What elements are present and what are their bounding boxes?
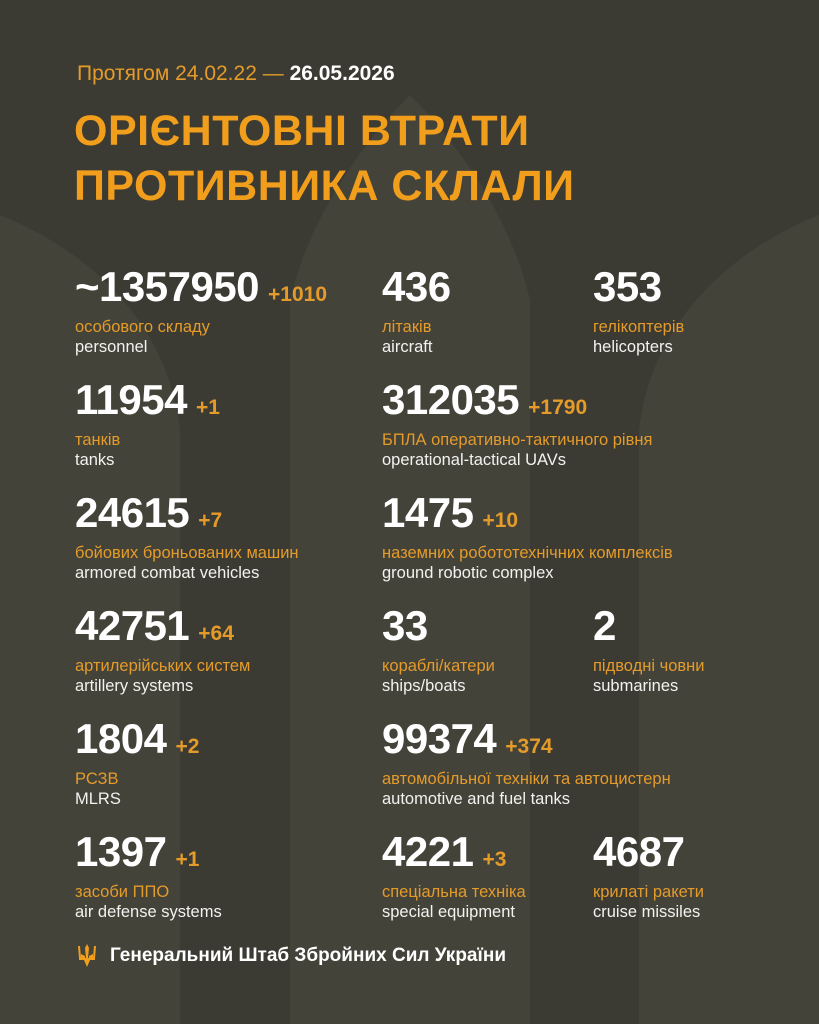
stat-value: 24615	[75, 489, 190, 536]
stat-value: 436	[382, 263, 451, 310]
stat-label-en: air defense systems	[75, 903, 222, 921]
stat-label-en: submarines	[593, 677, 679, 695]
stat-label-en: artillery systems	[75, 677, 194, 695]
stat-delta: +1	[195, 396, 220, 419]
stat-delta: +64	[198, 622, 234, 645]
stat-label-ua: наземних робототехнічних комплексів	[382, 544, 673, 562]
stat-label-en: helicopters	[593, 338, 673, 356]
stat-label-ua: особового складу	[75, 318, 210, 336]
stat-value: 2	[593, 602, 616, 649]
stat-value: 1397	[75, 828, 167, 875]
stat-delta: +1010	[268, 283, 328, 306]
period-line	[77, 62, 395, 86]
stat-label-en: automotive and fuel tanks	[382, 790, 571, 808]
stat-cruise-missiles	[593, 830, 704, 922]
stat-delta: +1	[175, 848, 200, 871]
stat-delta: +10	[482, 509, 519, 532]
stat-ships	[382, 604, 495, 696]
stat-value: 1804	[75, 715, 167, 762]
page-title	[74, 104, 575, 214]
stat-value: 353	[593, 263, 662, 310]
stat-delta: +7	[198, 509, 223, 532]
stat-label-en: special equipment	[382, 903, 515, 921]
stat-label-ua: автомобільної техніки та автоцистерн	[382, 770, 671, 788]
stat-label-en: ships/boats	[382, 677, 466, 695]
stat-label-ua: РСЗВ	[75, 770, 119, 788]
stat-label-en: cruise missiles	[593, 903, 701, 921]
stat-value: 1475	[382, 489, 474, 536]
stat-value: 33	[382, 602, 428, 649]
stat-value: 312035	[382, 376, 520, 423]
stat-label-ua: артилерійських систем	[75, 657, 251, 675]
stat-label-ua: крилаті ракети	[593, 883, 705, 901]
stat-label-en: aircraft	[382, 338, 433, 356]
stat-delta: +1790	[528, 396, 588, 419]
stat-label-en: armored combat vehicles	[75, 564, 260, 582]
stat-label-en: MLRS	[75, 790, 121, 808]
stat-submarines	[593, 604, 704, 696]
stat-value: ~1357950	[75, 263, 260, 310]
footer-text: Генеральний Штаб Збройних Сил України	[110, 945, 506, 966]
stat-armored-vehicles	[75, 491, 299, 583]
stat-label-ua: кораблі/катери	[382, 657, 495, 675]
stat-label-en: ground robotic complex	[382, 564, 554, 582]
stat-delta: +3	[482, 848, 507, 871]
stat-mlrs	[75, 717, 199, 809]
stat-personnel	[75, 265, 327, 357]
stat-label-ua: засоби ППО	[75, 883, 170, 901]
stat-label-ua: гелікоптерів	[593, 318, 685, 336]
period-prefix: Протягом 24.02.22 —	[77, 62, 284, 85]
stat-value: 99374	[382, 715, 497, 762]
stat-air-defense	[75, 830, 222, 922]
stat-special-equipment	[382, 830, 526, 922]
stat-value: 11954	[75, 376, 187, 423]
trident-icon	[77, 944, 97, 968]
stat-label-en: personnel	[75, 338, 148, 356]
stat-helicopters	[593, 265, 684, 357]
stat-ground-robotic	[382, 491, 673, 583]
stat-label-ua: танків	[75, 431, 121, 449]
stat-label-ua: бойових броньованих машин	[75, 544, 299, 562]
stat-delta: +374	[505, 735, 553, 758]
stat-artillery	[75, 604, 250, 696]
title-line-2: ПРОТИВНИКА СКЛАЛИ	[74, 162, 575, 210]
stat-label-ua: БПЛА оперативно-тактичного рівня	[382, 431, 653, 449]
footer	[77, 944, 506, 968]
stat-delta: +2	[175, 735, 200, 758]
stat-tanks	[75, 378, 220, 470]
stat-aircraft	[382, 265, 451, 357]
stat-label-ua: спеціальна техніка	[382, 883, 526, 901]
stat-value: 42751	[75, 602, 190, 649]
stat-label-ua: літаків	[382, 318, 432, 336]
stat-label-ua: підводні човни	[593, 657, 705, 675]
stat-value: 4221	[382, 828, 474, 875]
stat-label-en: operational-tactical UAVs	[382, 451, 567, 469]
title-line-1: ОРІЄНТОВНІ ВТРАТИ	[74, 107, 530, 155]
period-end-date: 26.05.2026	[289, 62, 395, 85]
stat-label-en: tanks	[75, 451, 115, 469]
stat-uavs	[382, 378, 652, 470]
stat-value: 4687	[593, 828, 685, 875]
stat-vehicles	[382, 717, 671, 809]
